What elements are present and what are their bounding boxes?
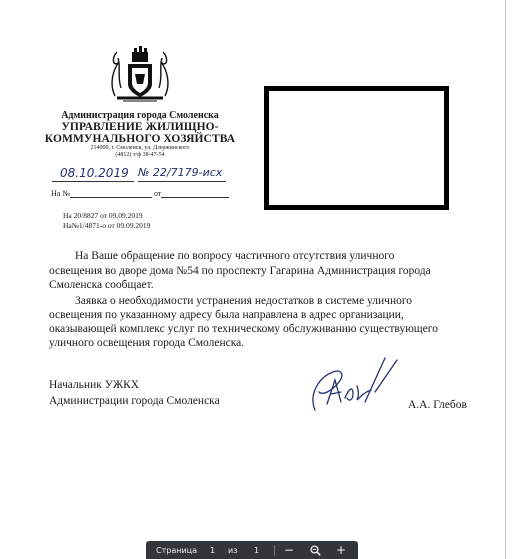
outgoing-date-underline — [52, 181, 134, 182]
reference-line-1: На 20/8827 от 09.09.2019 — [63, 211, 143, 220]
total-pages: 1 — [254, 546, 260, 555]
body-paragraph-2-line-4: уличного освещения города Смоленска. — [49, 337, 245, 349]
letterhead-dept-line2: КОММУНАЛЬНОГО ХОЗЯЙСТВА — [44, 133, 236, 145]
toolbar-divider — [274, 545, 275, 556]
body-paragraph-2-line-3: оказывающей комплекс услуг по техническому обслуживанию существующего — [49, 323, 438, 335]
signer-name: А.А. Глебов — [408, 399, 467, 411]
page-label: Страница — [156, 546, 198, 555]
request-number-blank — [70, 190, 152, 198]
of-label: из — [228, 546, 238, 555]
outgoing-date: 08.10.2019 — [60, 166, 129, 180]
page-edge-line — [505, 0, 506, 559]
current-page-input[interactable]: 1 — [210, 546, 216, 555]
letterhead-org: Администрация города Смоленска — [61, 110, 219, 121]
letterhead-dept-line1: УПРАВЛЕНИЕ ЖИЛИЩНО- — [61, 121, 219, 133]
zoom-in-button[interactable] — [332, 541, 350, 559]
outgoing-number: № 22/7179-исх — [138, 166, 223, 179]
redacted-addressee-box — [264, 86, 449, 210]
body-paragraph-2-line-1: Заявка о необходимости устранения недостатков в системе уличного — [75, 295, 413, 307]
reference-line-2: На№1/4871-о от 09.09.2019 — [63, 221, 151, 230]
request-date-blank — [161, 190, 229, 198]
fit-zoom-button[interactable] — [306, 541, 324, 559]
request-date-label: от — [153, 189, 162, 198]
body-paragraph-2-line-2: освещения по указанному адресу была направлена в адрес организации, — [49, 309, 404, 321]
body-paragraph-1-line-1: На Ваше обращение по вопросу частичного отсутствия уличного — [75, 250, 395, 262]
request-line — [51, 189, 229, 198]
signer-title-line-1: Начальник УЖКХ — [49, 379, 140, 391]
letterhead-address: 214000, г. Смоленск, ул. Дзержинского — [90, 145, 190, 151]
body-paragraph-1-line-2: освещения во дворе дома №54 по проспекту Гагарина Администрация города — [49, 265, 431, 277]
pdf-toolbar — [146, 541, 358, 559]
letterhead-phone: (4812) т/ф 38-47-54 — [115, 152, 165, 158]
signer-title-line-2: Администрации города Смоленска — [49, 395, 220, 407]
zoom-icon — [310, 545, 321, 556]
coat-of-arms-icon — [103, 44, 177, 104]
body-paragraph-1-line-3: Смоленска сообщает. — [49, 279, 154, 291]
handwritten-signature — [305, 352, 401, 418]
outgoing-number-underline — [138, 181, 226, 182]
letterhead — [40, 110, 240, 159]
request-number-label: На № — [51, 189, 70, 198]
plus-icon: + — [335, 543, 347, 557]
minus-icon: − — [283, 543, 295, 557]
zoom-out-button[interactable] — [280, 541, 298, 559]
